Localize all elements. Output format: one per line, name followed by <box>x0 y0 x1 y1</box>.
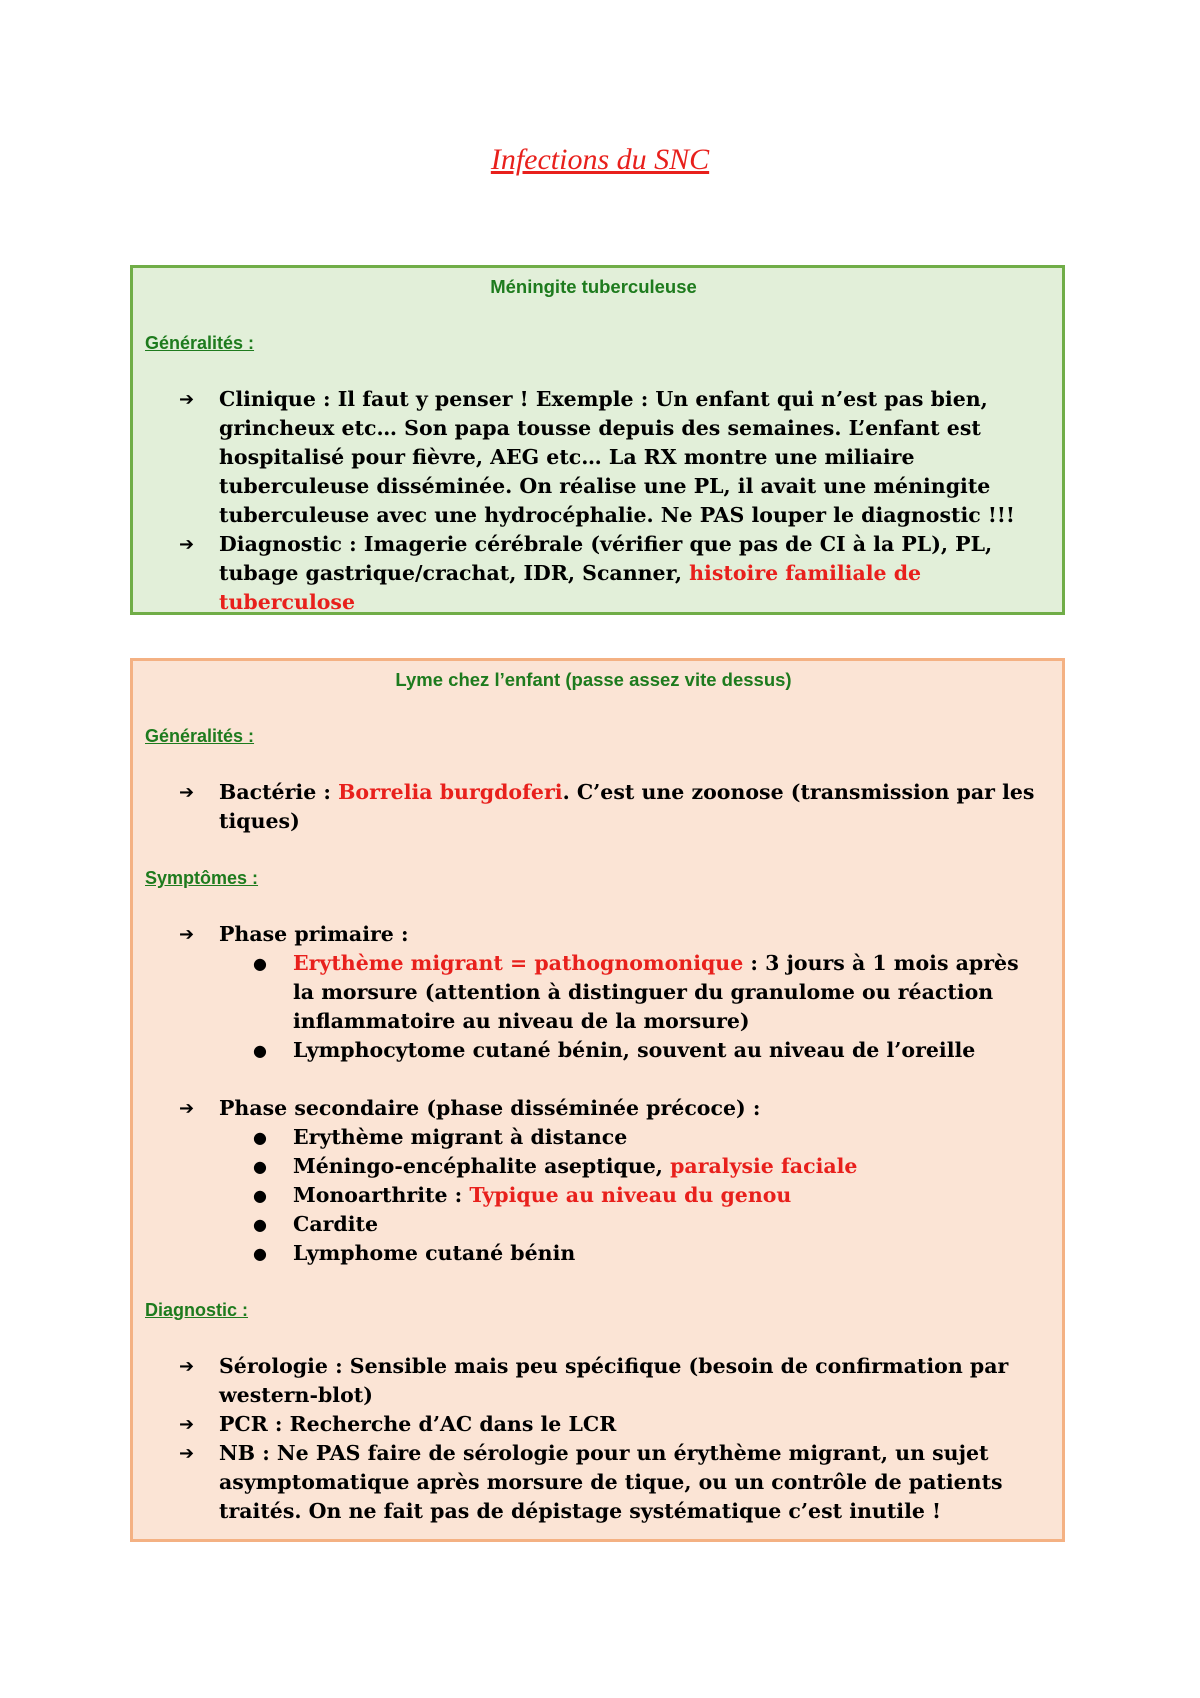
bullet-item: ● Cardite <box>145 1210 1042 1239</box>
list-item-phase-secondaire: ➔ Phase secondaire (phase disséminée précoce) : <box>145 1094 1042 1123</box>
section-heading-diagnostic: Diagnostic : <box>145 1300 249 1320</box>
right-arrow-icon: ➔ <box>179 1443 195 1464</box>
bullet-icon: ● <box>253 1215 267 1234</box>
bullet-icon: ● <box>253 1244 267 1263</box>
lyme-box <box>130 658 1065 1542</box>
bullet-icon: ● <box>253 1041 267 1060</box>
bullet-icon: ● <box>253 1128 267 1147</box>
list-item-phase-primaire: ➔ Phase primaire : <box>145 920 1042 949</box>
bullet-item: ● Erythème migrant = pathognomonique : 3 jours à 1 mois après la morsure (attention à distinguer du granulome ou réaction inflammatoire au niveau de la morsure) <box>145 949 1042 1036</box>
bullet-icon: ● <box>253 1186 267 1205</box>
section-heading-generalites: Généralités : <box>145 726 255 746</box>
right-arrow-icon: ➔ <box>179 1356 195 1377</box>
list-item-serologie: ➔ Sérologie : Sensible mais peu spécifique (besoin de confirmation par western-blot) <box>145 1352 1042 1410</box>
list-item-nb: ➔ NB : Ne PAS faire de sérologie pour un érythème migrant, un sujet asymptomatique après morsure de tique, ou un contrôle de patients traités. On ne fait pas de dépistage systématique c’est inutile ! <box>145 1439 1042 1526</box>
right-arrow-icon: ➔ <box>179 534 195 555</box>
right-arrow-icon: ➔ <box>179 1414 195 1435</box>
list-item-pcr: ➔ PCR : Recherche d’AC dans le LCR <box>145 1410 1042 1439</box>
bullet-item: ● Méningo-encéphalite aseptique, paralysie faciale <box>145 1152 1042 1181</box>
list-item-diagnostic: ➔ Diagnostic : Imagerie cérébrale (vérifier que pas de CI à la PL), PL, tubage gastrique/crachat, IDR, Scanner, histoire familiale de tuberculose <box>145 530 1042 617</box>
right-arrow-icon: ➔ <box>179 389 195 410</box>
right-arrow-icon: ➔ <box>179 782 195 803</box>
right-arrow-icon: ➔ <box>179 1098 195 1119</box>
meningite-tuberculeuse-box <box>130 265 1065 615</box>
list-item-clinique: ➔ Clinique : Il faut y penser ! Exemple : Un enfant qui n’est pas bien, grincheux etc… Son papa tousse depuis des semaines. L’enfant est hospitalisé pour fièvre, AEG etc… La RX montre une miliaire tuberculeuse disséminée. On réalise une PL, il avait une méningite tuberculeuse avec une hydrocéphalie. Ne PAS louper le diagnostic !!! <box>145 385 1042 530</box>
bullet-item: ● Lymphome cutané bénin <box>145 1239 1042 1268</box>
section-heading-symptomes: Symptômes : <box>145 868 259 888</box>
section-heading-generalites: Généralités : <box>145 333 255 353</box>
bullet-icon: ● <box>253 1157 267 1176</box>
box-title: Méningite tuberculeuse <box>490 276 697 297</box>
right-arrow-icon: ➔ <box>179 924 195 945</box>
bullet-item: ● Lymphocytome cutané bénin, souvent au niveau de l’oreille <box>145 1036 1042 1065</box>
bullet-icon: ● <box>253 954 267 973</box>
page-title: Infections du SNC <box>490 143 710 176</box>
box-title: Lyme chez l’enfant (passe assez vite dessus) <box>395 669 792 690</box>
bullet-item: ● Erythème migrant à distance <box>145 1123 1042 1152</box>
bullet-item: ● Monoarthrite : Typique au niveau du genou <box>145 1181 1042 1210</box>
list-item-bacterie: ➔ Bactérie : Borrelia burgdoferi. C’est une zoonose (transmission par les tiques) <box>145 778 1042 836</box>
